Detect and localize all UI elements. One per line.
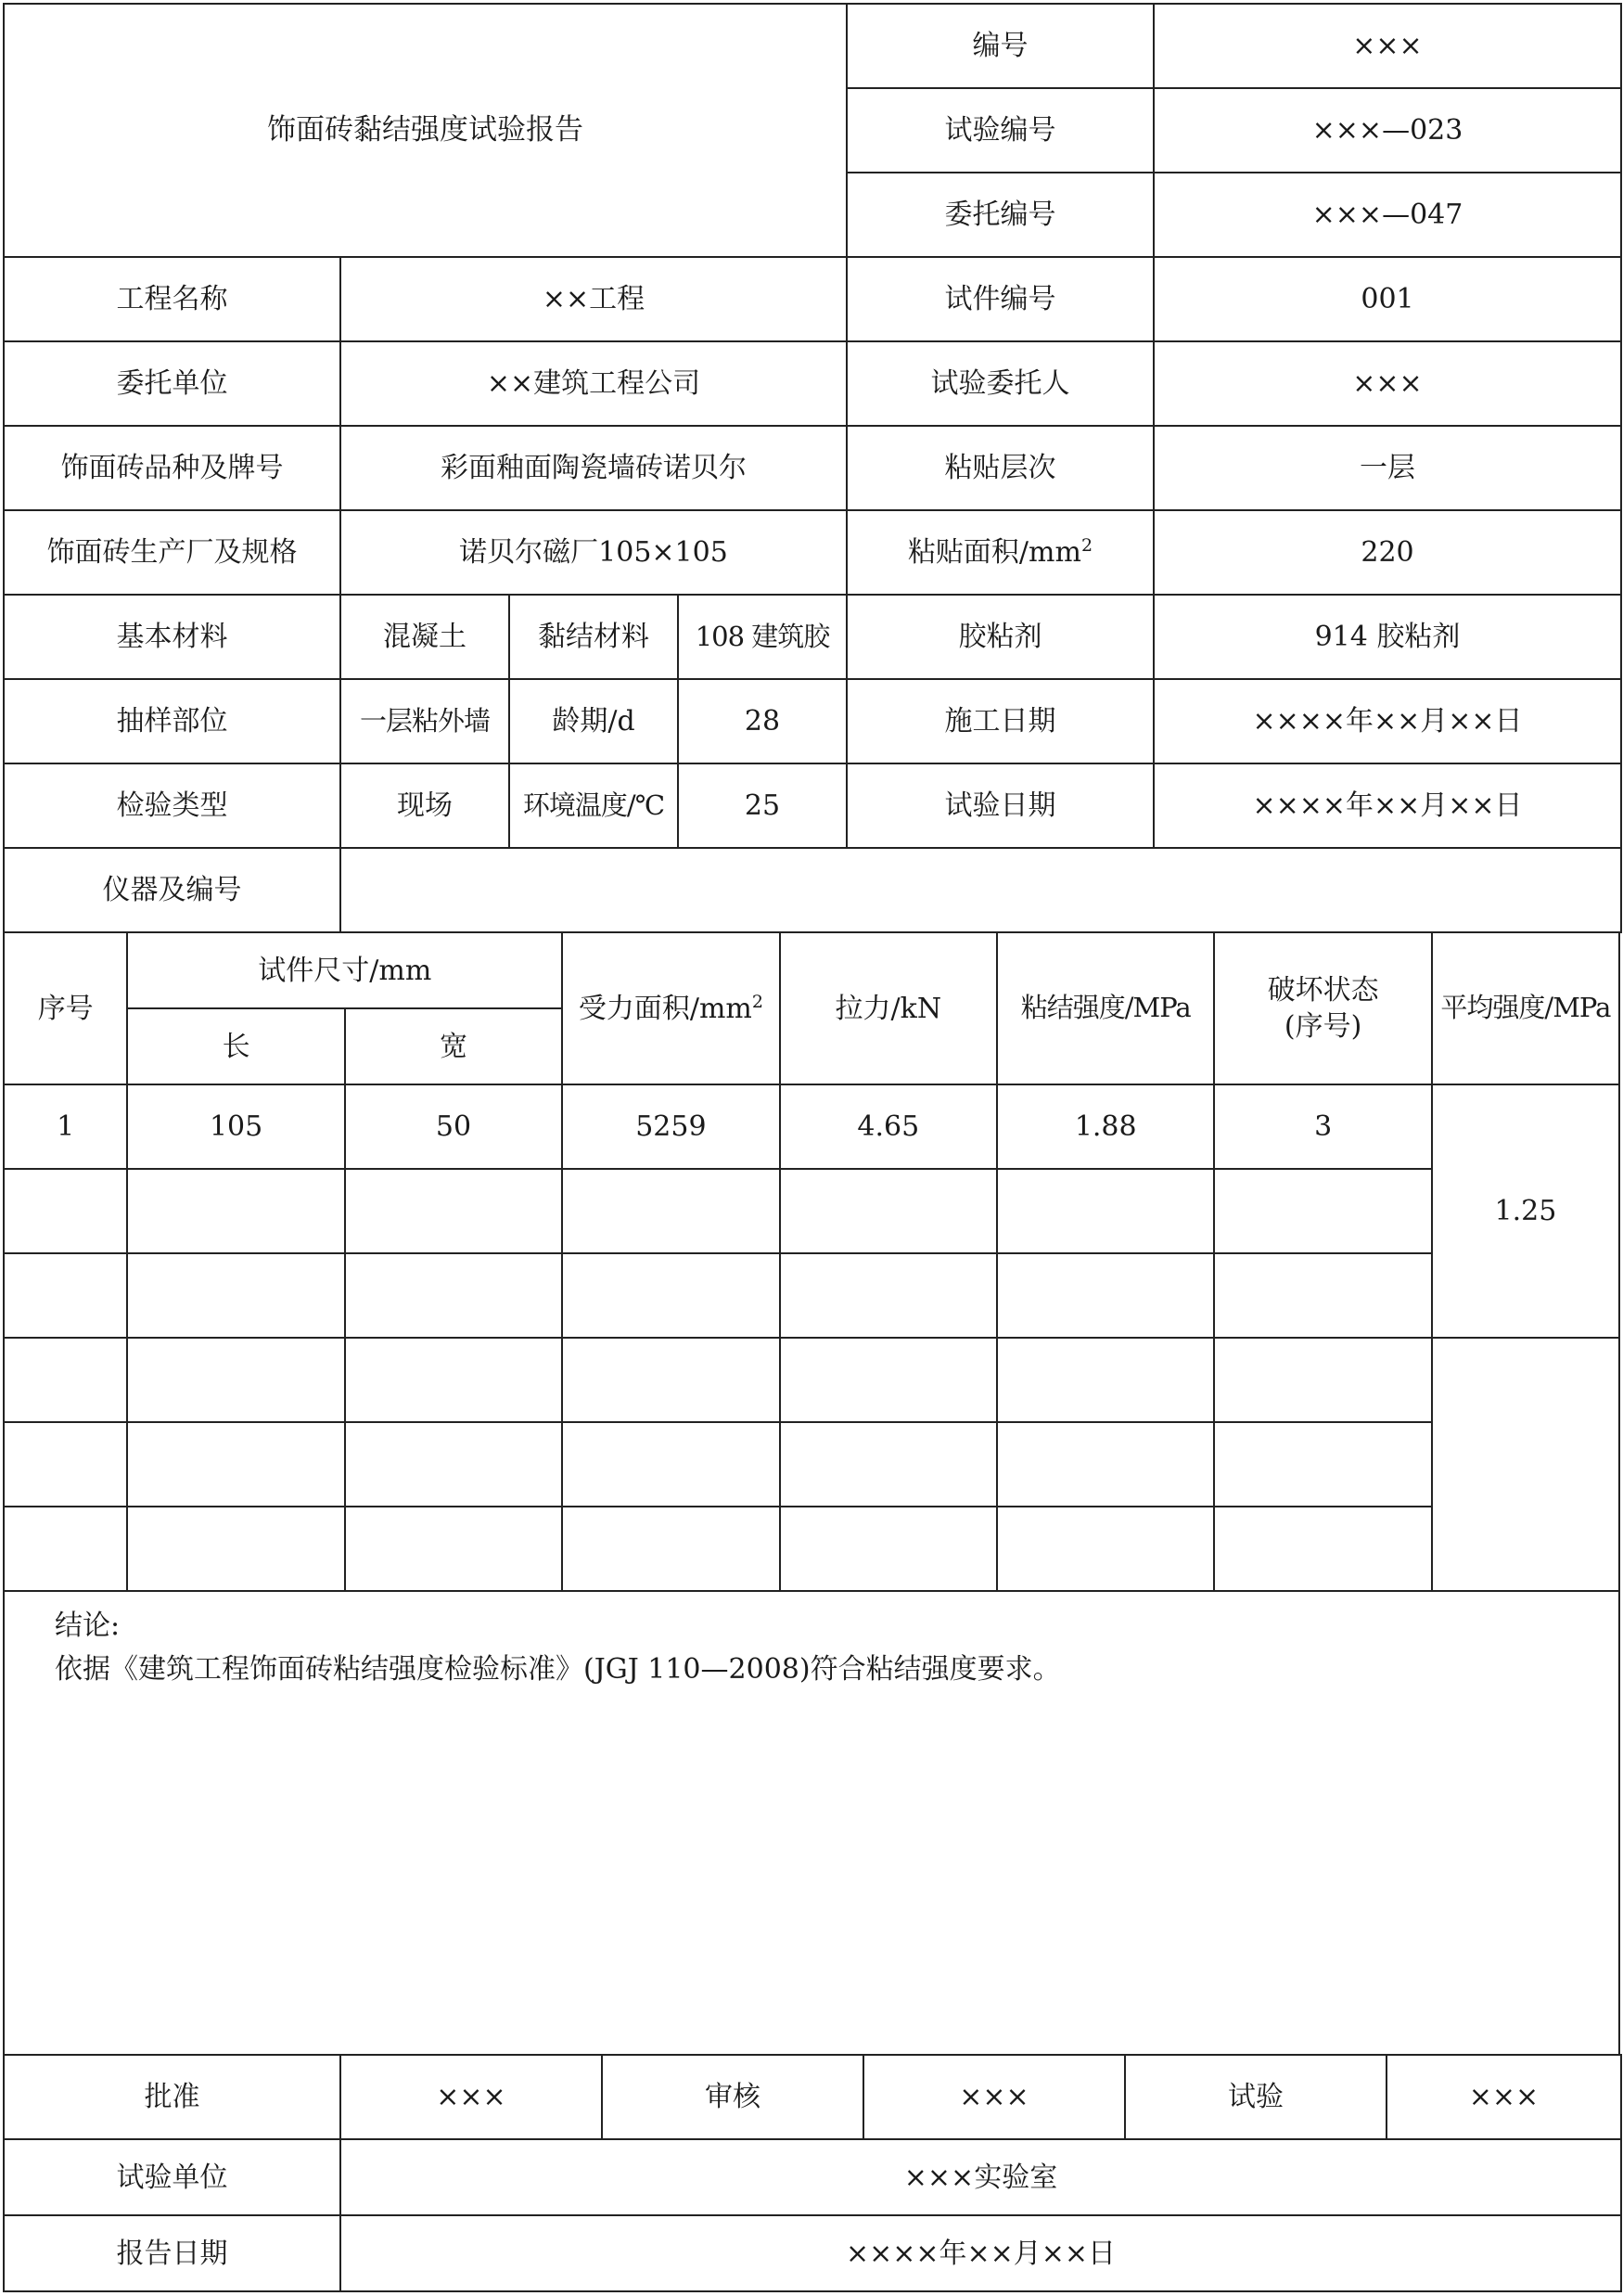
header-force: 拉力/kN [780, 932, 997, 1084]
adhesive-value: 914 胶粘剂 [1154, 595, 1621, 679]
type-value: 现场 [340, 763, 509, 848]
client-label: 委托单位 [4, 341, 340, 426]
cell-width [345, 1507, 562, 1591]
header-area-text: 受力面积/mm [578, 992, 752, 1025]
bond-value: 108 建筑胶 [678, 595, 847, 679]
cell-seq: 1 [4, 1084, 127, 1169]
cell-failure [1214, 1507, 1431, 1591]
tile-type-label: 饰面砖品种及牌号 [4, 426, 340, 510]
area-label-sup: 2 [1080, 535, 1093, 556]
test-no-label: 试验编号 [847, 88, 1154, 173]
construct-date-label: 施工日期 [847, 679, 1154, 763]
cell-seq [4, 1253, 127, 1338]
cell-width [345, 1169, 562, 1253]
bond-label: 黏结材料 [509, 595, 678, 679]
adhesive-label: 胶粘剂 [847, 595, 1154, 679]
maker-label: 饰面砖生产厂及规格 [4, 510, 340, 595]
test-date-value: ××××年××月××日 [1154, 763, 1621, 848]
test-date-label: 试验日期 [847, 763, 1154, 848]
cell-failure [1214, 1169, 1431, 1253]
conclusion-section [4, 1591, 1619, 2055]
cell-width: 50 [345, 1084, 562, 1169]
header-strength: 粘结强度/MPa [997, 932, 1214, 1084]
conclusion-text: 依据《建筑工程饰面砖粘结强度检验标准》(JGJ 110—2008)符合粘结强度要求。 [55, 1652, 1061, 1686]
cell-seq [4, 1422, 127, 1507]
header-seq: 序号 [4, 932, 127, 1084]
table-row [4, 1338, 1619, 1422]
area-label-text: 粘贴面积/mm [907, 536, 1081, 569]
approve-value: ××× [340, 2055, 602, 2139]
review-value: ××× [863, 2055, 1125, 2139]
construct-date-value: ××××年××月××日 [1154, 679, 1621, 763]
age-label: 龄期/d [509, 679, 678, 763]
cell-failure [1214, 1253, 1431, 1338]
type-label: 检验类型 [4, 763, 340, 848]
cell-area [562, 1169, 779, 1253]
test-value: ××× [1387, 2055, 1621, 2139]
approve-label: 批准 [4, 2055, 340, 2139]
cell-seq [4, 1338, 127, 1422]
layer-value: 一层 [1154, 426, 1621, 510]
cell-length [127, 1507, 344, 1591]
unit-label: 试验单位 [4, 2139, 340, 2215]
table-row [4, 1422, 1619, 1507]
tile-type-value: 彩面釉面陶瓷墙砖诺贝尔 [340, 426, 847, 510]
header-width: 宽 [345, 1008, 562, 1084]
cell-force [780, 1338, 997, 1422]
test-no-value: ×××—023 [1154, 88, 1621, 173]
cell-force [780, 1169, 997, 1253]
report-form [3, 3, 1620, 2290]
base-label: 基本材料 [4, 595, 340, 679]
sample-value: 一层粘外墙 [340, 679, 509, 763]
cell-force [780, 1422, 997, 1507]
cell-strength: 1.88 [997, 1084, 1214, 1169]
cell-width [345, 1422, 562, 1507]
table-row [4, 1253, 1619, 1338]
project-label: 工程名称 [4, 257, 340, 341]
cell-failure [1214, 1338, 1431, 1422]
temp-value: 25 [678, 763, 847, 848]
header-failure-line2: (序号) [1284, 1010, 1362, 1043]
cell-length [127, 1169, 344, 1253]
cell-failure [1214, 1422, 1431, 1507]
table-row [4, 1084, 1619, 1169]
test-client-label: 试验委托人 [847, 341, 1154, 426]
cell-area [562, 1507, 779, 1591]
header-failure [1214, 932, 1431, 1084]
age-value: 28 [678, 679, 847, 763]
instrument-value [340, 848, 1621, 932]
average-strength-1: 1.25 [1432, 1084, 1619, 1338]
conclusion-label: 结论: [55, 1610, 121, 1642]
cell-force [780, 1507, 997, 1591]
cell-strength [997, 1338, 1214, 1422]
cell-force: 4.65 [780, 1084, 997, 1169]
cell-area [562, 1253, 779, 1338]
cell-failure: 3 [1214, 1084, 1431, 1169]
report-title: 饰面砖黏结强度试验报告 [4, 4, 847, 257]
unit-value: ×××实验室 [340, 2139, 1621, 2215]
header-avg: 平均强度/MPa [1432, 932, 1619, 1084]
cell-area [562, 1338, 779, 1422]
cell-strength [997, 1169, 1214, 1253]
specimen-no-value: 001 [1154, 257, 1621, 341]
cell-length [127, 1253, 344, 1338]
report-date-value: ××××年××月××日 [340, 2215, 1621, 2291]
area-value: 220 [1154, 510, 1621, 595]
cell-area: 5259 [562, 1084, 779, 1169]
average-strength-2 [1432, 1338, 1619, 1591]
sample-label: 抽样部位 [4, 679, 340, 763]
table-row [4, 1169, 1619, 1253]
commission-no-label: 委托编号 [847, 173, 1154, 257]
cell-strength [997, 1507, 1214, 1591]
layer-label: 粘贴层次 [847, 426, 1154, 510]
cell-strength [997, 1422, 1214, 1507]
test-client-value: ××× [1154, 341, 1621, 426]
maker-value: 诺贝尔磁厂105×105 [340, 510, 847, 595]
cell-length [127, 1338, 344, 1422]
header-length: 长 [127, 1008, 344, 1084]
cell-width [345, 1253, 562, 1338]
id-label: 编号 [847, 4, 1154, 88]
table-row [4, 1507, 1619, 1591]
header-area [562, 932, 779, 1084]
cell-length: 105 [127, 1084, 344, 1169]
header-area-sup: 2 [751, 991, 763, 1012]
cell-seq [4, 1169, 127, 1253]
cell-area [562, 1422, 779, 1507]
cell-width [345, 1338, 562, 1422]
review-label: 审核 [602, 2055, 863, 2139]
results-table [3, 931, 1620, 1592]
conclusion-table [3, 1590, 1620, 2056]
report-date-label: 报告日期 [4, 2215, 340, 2291]
header-size: 试件尺寸/mm [127, 932, 562, 1008]
project-value: ××工程 [340, 257, 847, 341]
cell-length [127, 1422, 344, 1507]
cell-strength [997, 1253, 1214, 1338]
base-value: 混凝土 [340, 595, 509, 679]
signoff-table [3, 2054, 1622, 2292]
cell-force [780, 1253, 997, 1338]
id-value: ××× [1154, 4, 1621, 88]
temp-label: 环境温度/℃ [509, 763, 678, 848]
header-failure-line1: 破坏状态 [1267, 974, 1379, 1007]
area-label [847, 510, 1154, 595]
specimen-no-label: 试件编号 [847, 257, 1154, 341]
test-label: 试验 [1125, 2055, 1387, 2139]
client-value: ××建筑工程公司 [340, 341, 847, 426]
cell-seq [4, 1507, 127, 1591]
commission-no-value: ×××—047 [1154, 173, 1621, 257]
instrument-label: 仪器及编号 [4, 848, 340, 932]
info-table [3, 3, 1622, 933]
